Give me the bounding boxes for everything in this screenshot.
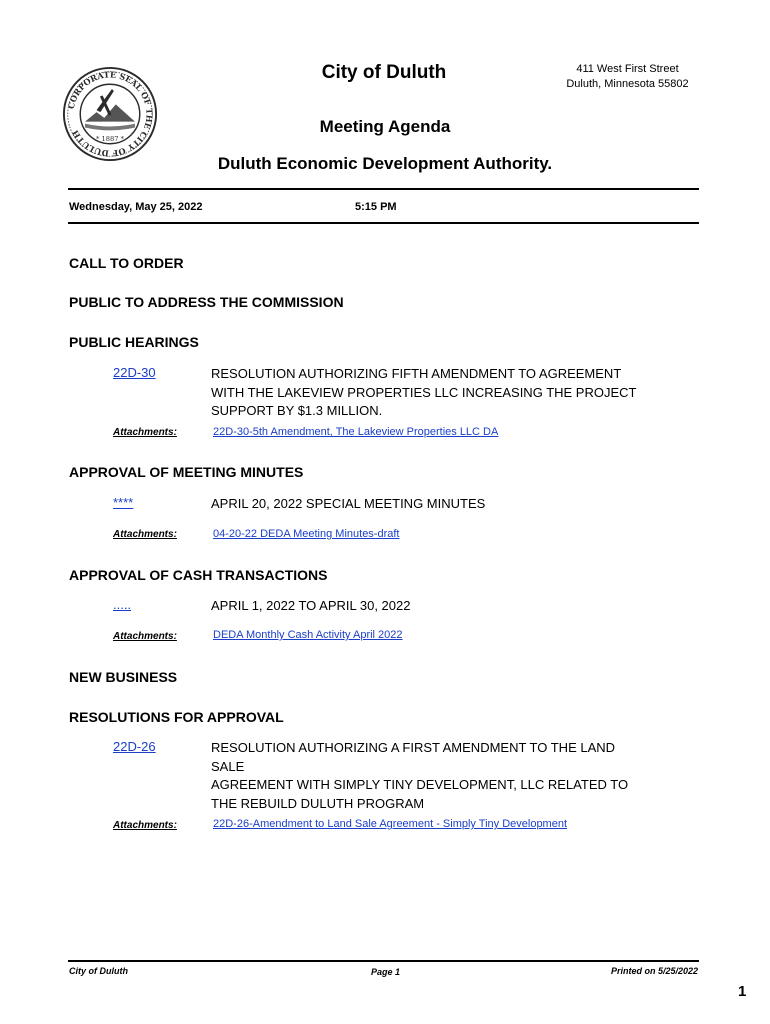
item-title-line: RESOLUTION AUTHORIZING FIFTH AMENDMENT TO AGREEMENT	[211, 366, 622, 381]
document-title: Meeting Agenda	[319, 117, 451, 136]
header-rule-top	[68, 188, 699, 190]
attachments-label: Attachments:	[113, 427, 177, 438]
attachments-label: Attachments:	[113, 820, 177, 831]
footer-rule	[68, 960, 699, 962]
item-title-line: WITH THE LAKEVIEW PROPERTIES LLC INCREASING THE PROJECT	[211, 384, 637, 400]
item-title-line: SALE	[211, 758, 245, 774]
attachment-link-minutes[interactable]: 04-20-22 DEDA Meeting Minutes-draft	[213, 528, 400, 540]
page-number: 1	[738, 983, 747, 1000]
address-line-2: Duluth, Minnesota 55802	[566, 78, 689, 90]
item-title-line: APRIL 20, 2022 SPECIAL MEETING MINUTES	[211, 496, 486, 511]
attachment-link-cash[interactable]: DEDA Monthly Cash Activity April 2022	[213, 629, 403, 641]
section-approval-cash: APPROVAL OF CASH TRANSACTIONS	[69, 567, 328, 583]
footer-city: City of Duluth	[69, 966, 128, 976]
meeting-time: 5:15 PM	[355, 201, 397, 213]
attachments-label: Attachments:	[113, 631, 177, 642]
section-approval-minutes: APPROVAL OF MEETING MINUTES	[69, 464, 304, 480]
item-title-line: APRIL 1, 2022 TO APRIL 30, 2022	[211, 598, 411, 613]
address-block	[540, 62, 715, 92]
footer-printed-date: Printed on 5/25/2022	[611, 966, 699, 976]
section-new-business: NEW BUSINESS	[69, 669, 178, 685]
attachments-label: Attachments:	[113, 529, 177, 540]
section-call-to-order: CALL TO ORDER	[69, 255, 184, 271]
item-link-22d-30[interactable]: 22D-30	[113, 365, 156, 380]
meeting-date: Wednesday, May 25, 2022	[69, 201, 203, 213]
item-title-line: AGREEMENT WITH SIMPLY TINY DEVELOPMENT, LLC RELATED TO	[211, 777, 629, 792]
city-title: City of Duluth	[321, 62, 447, 83]
attachment-link-22d-26[interactable]: 22D-26-Amendment to Land Sale Agreement - Simply Tiny Development	[213, 818, 568, 830]
header-rule-bottom	[68, 222, 699, 224]
svg-text:* 1887 *: * 1887 *	[95, 134, 125, 143]
governing-body-name: Duluth Economic Development Authority.	[217, 154, 553, 173]
svg-text:CORPORATE SEAL OF THE CITY OF: CORPORATE SEAL OF THE CITY OF DULUTH	[65, 69, 155, 159]
item-title-22d-26	[211, 739, 671, 813]
item-title-cash	[211, 597, 671, 616]
attachment-link-22d-30[interactable]: 22D-30-5th Amendment, The Lakeview Properties LLC DA	[213, 426, 499, 438]
section-resolutions: RESOLUTIONS FOR APPROVAL	[69, 709, 284, 725]
item-title-line: SUPPORT BY $1.3 MILLION.	[211, 403, 383, 418]
section-public-hearings: PUBLIC HEARINGS	[69, 334, 199, 350]
item-link-minutes[interactable]: ****	[113, 495, 134, 510]
address-line-1: 411 West First Street	[576, 63, 679, 75]
footer-page: Page 1	[371, 967, 401, 977]
item-link-cash[interactable]: .....	[113, 597, 132, 612]
section-public-address: PUBLIC TO ADDRESS THE COMMISSION	[69, 294, 344, 310]
item-title-22d-30	[211, 365, 671, 421]
city-seal-logo	[62, 66, 158, 162]
item-title-line: RESOLUTION AUTHORIZING A FIRST AMENDMENT TO THE LAND	[211, 740, 616, 755]
item-link-22d-26[interactable]: 22D-26	[113, 739, 156, 754]
item-title-line: THE REBUILD DULUTH PROGRAM	[211, 795, 425, 811]
item-title-minutes	[211, 495, 671, 514]
